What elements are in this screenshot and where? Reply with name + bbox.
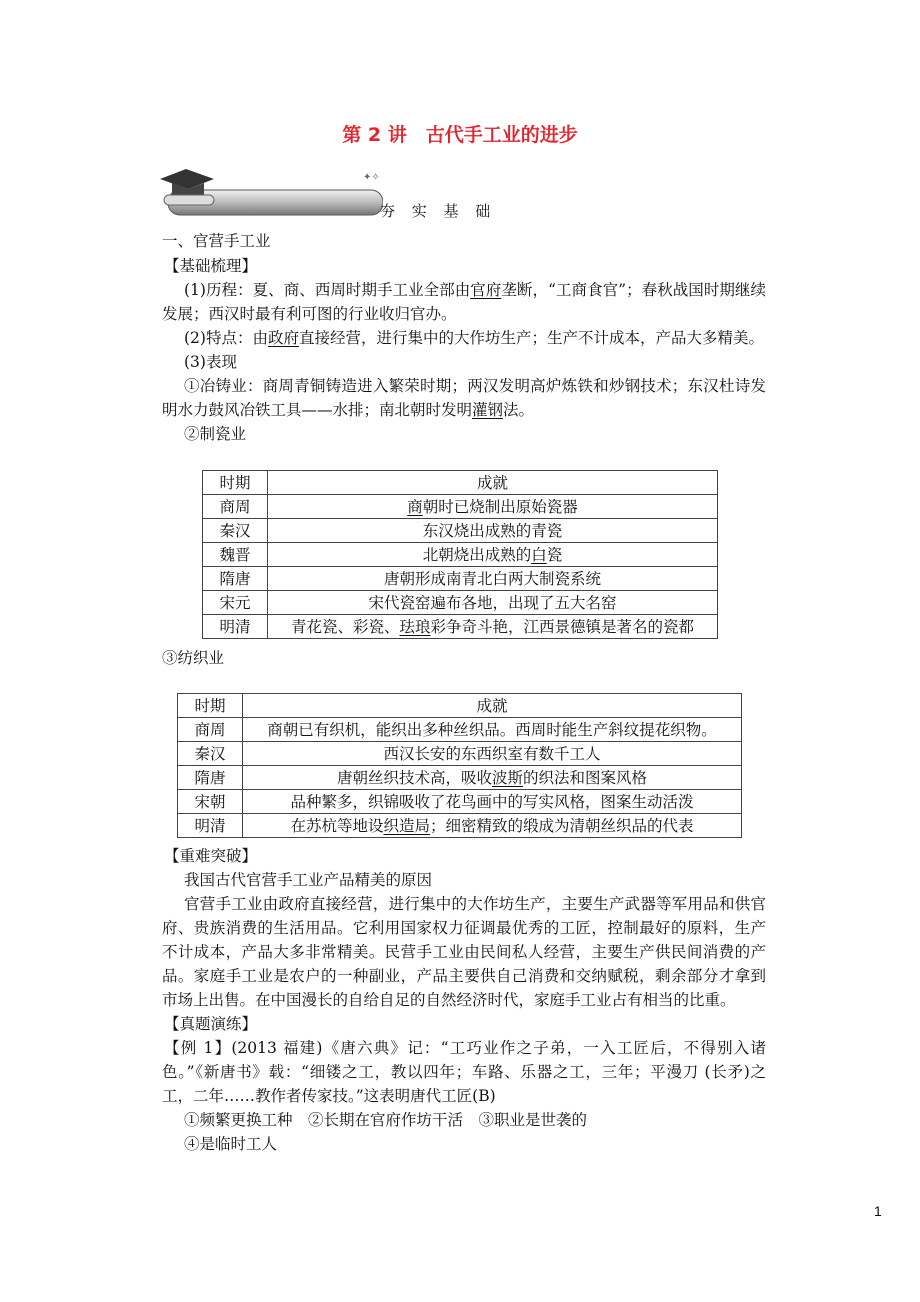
paragraph-features (162, 326, 766, 350)
subheading-basics: 【基础梳理】 (164, 257, 258, 275)
text: 的织法和图案风格 (523, 768, 648, 787)
period-cell: 商周 (178, 718, 243, 742)
table-header-row (178, 694, 742, 718)
period-cell: 隋唐 (203, 567, 268, 591)
header-cell: 时期 (203, 471, 268, 495)
subheading-exam: 【真题演练】 (164, 1015, 258, 1033)
text: 北朝烧出成熟的 (422, 545, 532, 564)
period-cell: 商周 (203, 495, 268, 519)
period-cell: 魏晋 (203, 543, 268, 567)
text: 在苏杭等地设 (290, 816, 384, 835)
page-title: 第 2 讲 古代手工业的进步 (342, 124, 578, 146)
paragraph-history (162, 278, 766, 326)
period-cell: 明清 (178, 814, 243, 838)
underlined-term: 灌钢 (472, 401, 504, 419)
table-row (203, 543, 718, 567)
period-cell: 宋朝 (178, 790, 243, 814)
table-row (203, 591, 718, 615)
table-row (203, 567, 718, 591)
text: 宋代瓷窑遍布各地，出现了五大名窑 (368, 593, 617, 612)
underlined-term: 波斯 (491, 768, 523, 787)
section-heading: 一、官营手工业 (162, 232, 271, 250)
table-row (178, 742, 742, 766)
achievement-cell (243, 742, 742, 766)
graduation-cap-banner-icon (158, 165, 383, 220)
underlined-term: 政府 (267, 329, 299, 347)
header-cell: 时期 (178, 694, 243, 718)
achievement-cell (268, 543, 718, 567)
text: 彩争奇斗艳，江西景德镇是著名的瓷都 (430, 617, 695, 636)
text: 直接经营，进行集中的大作坊生产；生产不计成本，产品大多精美。 (298, 329, 764, 347)
page-number: 1 (874, 1203, 882, 1219)
difficulty-title: 我国古代官营手工业产品精美的原因 (184, 871, 433, 889)
text: ①冶铸业：商周青铜铸造进入繁荣时期；两汉发明高炉炼铁和炒钢技术；东汉杜诗发明水力鼓风冶铁工具——水排；南北朝时发明 (162, 377, 766, 419)
table-row (178, 814, 742, 838)
header-cell: 成就 (243, 694, 742, 718)
text: 青花瓷、彩瓷、 (290, 617, 400, 636)
underlined-term: 织造局 (383, 816, 430, 835)
period-cell: 宋元 (203, 591, 268, 615)
achievement-cell (268, 519, 718, 543)
text: 朝时已烧制出原始瓷器 (422, 497, 578, 516)
section-banner-label: 夯 实 基 础 (380, 202, 497, 220)
text: 东汉烧出成熟的青瓷 (422, 521, 563, 540)
achievement-cell (268, 495, 718, 519)
period-cell: 秦汉 (178, 742, 243, 766)
options-line-1: ①频繁更换工种 ②长期在官府作坊干活 ③职业是世袭的 (184, 1111, 588, 1129)
text: 瓷 (546, 545, 563, 564)
achievement-cell (243, 814, 742, 838)
porcelain-table (202, 470, 718, 639)
text: 唐朝形成南青北白两大制瓷系统 (383, 569, 601, 588)
paragraph-textile: ③纺织业 (162, 649, 225, 667)
achievement-cell (243, 766, 742, 790)
text: 品种繁多，织锦吸收了花鸟画中的写实风格，图案生动活泼 (290, 792, 694, 811)
example-question (162, 1036, 766, 1108)
example-label: 【例 1】 (164, 1039, 232, 1057)
table-row (178, 790, 742, 814)
header-cell: 成就 (268, 471, 718, 495)
table-row (178, 766, 742, 790)
paragraph-manifestation: (3)表现 (184, 353, 237, 371)
text: 商朝已有织机，能织出多种丝织品。西周时能生产斜纹提花织物。 (267, 720, 717, 739)
achievement-cell (243, 790, 742, 814)
table-row (178, 718, 742, 742)
text: ；细密精致的缎成为清朝丝织品的代表 (430, 816, 694, 835)
subheading-difficulties: 【重难突破】 (164, 847, 258, 865)
table-header-row (203, 471, 718, 495)
text: 法。 (503, 401, 535, 419)
paragraph-metallurgy (162, 374, 766, 422)
table-row (203, 615, 718, 639)
text: 唐朝丝织技术高，吸收 (336, 768, 492, 787)
table-row (203, 495, 718, 519)
text: 垄断，“工商食官”；春秋战国时期继续发展；西汉时最有利可图的行业收归官办。 (162, 281, 766, 323)
period-cell: 隋唐 (178, 766, 243, 790)
underlined-term: 商 (407, 497, 423, 516)
difficulty-body: 官营手工业由政府直接经营，进行集中的大作坊生产，主要生产武器等军用品和供官府、贵族消费的生活用品。它利用国家权力征调最优秀的工匠，控制最好的原料，生产不计成本，产品大多非常精美。民营手工业由民间私人经营，主要生产供民间消费的产品。家庭手工业是农户的一种副业，产品主要供自己消费和交纳赋税，剩余部分才拿到市场上出售。在中国漫长的自给自足的自然经济时代，家庭手工业占有相当的比重。 (162, 895, 766, 1009)
underlined-term: 官府 (470, 281, 502, 299)
text: (1)历程：夏、商、西周时期手工业全部由 (184, 281, 471, 299)
example-text: (2013 福建)《唐六典》记：“工巧业作之子弟，一入工匠后，不得别入诸色。”《新唐书》载：“细镂之工，教以四年；车路、乐器之工，三年；平漫刀 (长矛)之工，二年……教作者传家技。”这表明唐代工匠(B) (162, 1039, 766, 1105)
svg-text:✦✧: ✦✧ (363, 172, 380, 183)
textile-table (177, 693, 742, 838)
text: (2)特点：由 (184, 329, 268, 347)
underlined-term: 白 (531, 545, 547, 564)
options-line-2: ④是临时工人 (184, 1135, 278, 1153)
achievement-cell (268, 615, 718, 639)
achievement-cell (243, 718, 742, 742)
achievement-cell (268, 591, 718, 615)
text: 西汉长安的东西织室有数千工人 (383, 744, 601, 763)
period-cell: 秦汉 (203, 519, 268, 543)
achievement-cell (268, 567, 718, 591)
table-row (203, 519, 718, 543)
paragraph-porcelain: ②制瓷业 (184, 425, 247, 443)
underlined-term: 珐琅 (399, 617, 431, 636)
period-cell: 明清 (203, 615, 268, 639)
